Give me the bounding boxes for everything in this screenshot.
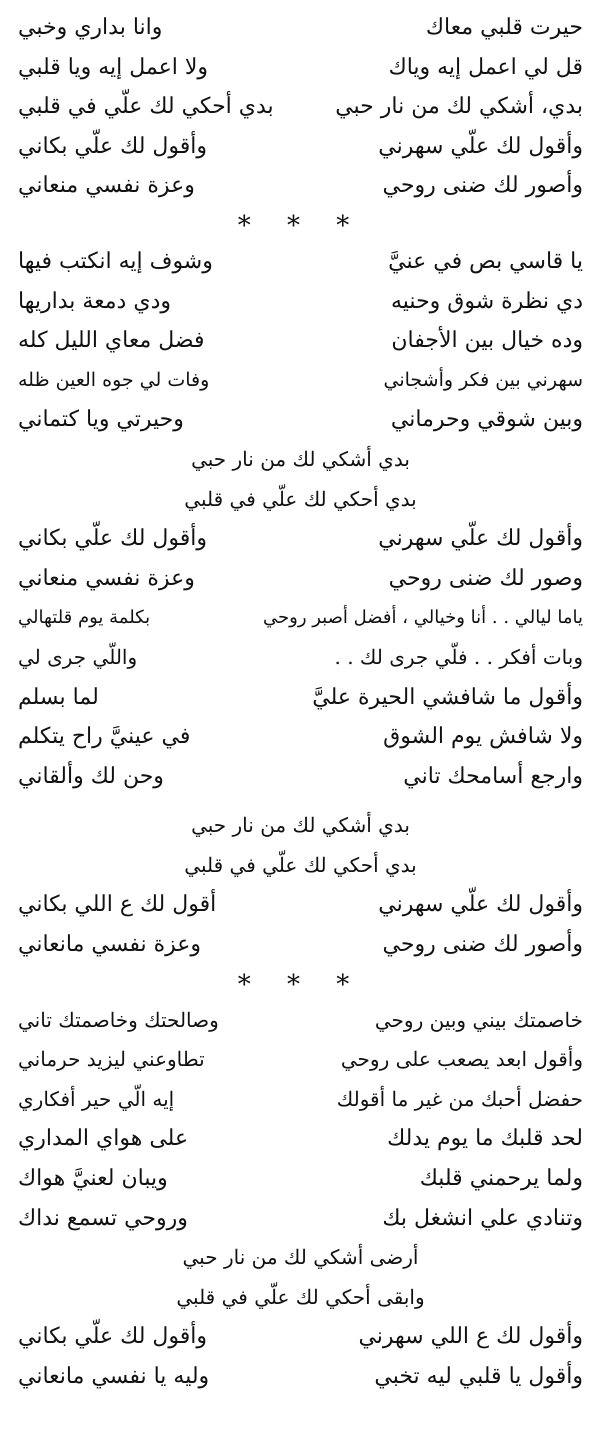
verse-line [18,519,583,559]
left-hemistich: وعزة نفسي منعاني [18,173,195,199]
right-hemistich: وارجع أسامحك تاني [403,763,583,789]
verse-line [18,1317,583,1357]
verse-line [18,678,583,718]
right-hemistich: وبين شوقي وحرماني [390,407,583,433]
verse-line [18,1001,583,1041]
verse-line [18,559,583,599]
left-hemistich: وحن لك وألقاني [18,763,164,789]
left-hemistich: وأقول لك علّي بكاني [18,526,208,552]
stanza-4 [18,885,583,964]
right-hemistich: ولا شافش يوم الشوق [383,724,583,750]
verse-line [18,1357,583,1397]
left-hemistich: وفات لي جوه العين ظله [18,368,210,391]
refrain-3 [18,1238,583,1317]
refrain-line: بدي أحكي لك علّي في قلبي [184,486,417,511]
left-hemistich: على هواي المداري [18,1126,189,1152]
left-hemistich: ولا اعمل إيه ويا قلبي [18,54,209,80]
left-hemistich: إيه الّي حير أفكاري [18,1086,175,1111]
star-separator: * * * [237,969,364,1000]
refrain-line: بدي أشكي لك من نار حبي [191,813,410,838]
stanza-1 [18,8,583,206]
right-hemistich: وده خيال بين الأجفان [391,328,583,354]
right-hemistich: خاصمتك بيني وبين روحي [374,1007,583,1032]
verse-line [18,8,583,48]
right-hemistich: وأقول لك علّي سهرني [378,526,583,552]
verse-line [18,400,583,440]
right-hemistich: يا قاسي بص في عنيَّ [388,248,583,274]
right-hemistich: لحد قلبك ما يوم يدلك [387,1126,583,1152]
left-hemistich: في عينيَّ راح يتكلم [18,724,191,750]
left-hemistich: وعزة نفسي منعاني [18,565,195,591]
stanza-3 [18,519,583,796]
right-hemistich: ياما ليالي . . أنا وخيالي ، أفضل أصبر روحي [263,607,583,629]
verse-line [18,166,583,206]
left-hemistich: أقول لك ع اللي بكاني [18,892,217,918]
star-separator: * * * [237,210,364,241]
right-hemistich: بدي، أشكي لك من نار حبي [335,94,583,120]
right-hemistich: وصور لك ضنى روحي [388,565,583,591]
right-hemistich: قل لي اعمل إيه وياك [388,54,583,80]
left-hemistich: وحيرتي ويا كتماني [18,407,184,433]
right-hemistich: ولما يرحمني قلبك [419,1166,583,1192]
right-hemistich: وتنادي علي انشغل بك [382,1205,583,1231]
verse-line [18,757,583,797]
right-hemistich: وبات أفكر . . فلّي جرى لك . . [334,644,583,669]
left-hemistich: وعزة نفسي مانعاني [18,932,202,958]
left-hemistich: وأقول لك علّي بكاني [18,1324,208,1350]
left-hemistich: بكلمة يوم قلتهالي [18,607,151,629]
verse-line [18,48,583,88]
refrain-2 [18,806,583,885]
verse-line [18,87,583,127]
refrain-line: وابقى أحكي لك علّي في قلبي [176,1284,425,1309]
left-hemistich: لما بسلم [18,684,99,710]
right-hemistich: حيرت قلبي معاك [425,15,583,40]
refrain-1 [18,440,583,519]
stanza-6 [18,1317,583,1396]
refrain-line: بدي أحكي لك علّي في قلبي [184,852,417,877]
right-hemistich: وأقول لك علّي سهرني [378,133,583,159]
verse-line [18,1080,583,1120]
left-hemistich: وانا بداري وخبي [18,15,163,40]
right-hemistich: وأقول ابعد يصعب على روحي [340,1047,583,1072]
verse-line [18,242,583,282]
left-hemistich: واللّي جرى لي [18,644,138,669]
verse-line [18,638,583,678]
verse-line [18,361,583,401]
right-hemistich: وأقول لك علّي سهرني [378,892,583,918]
verse-line [18,925,583,965]
left-hemistich: بدي أحكي لك علّي في قلبي [18,94,274,120]
verse-line [18,1119,583,1159]
left-hemistich: وشوف إيه انكتب فيها [18,248,213,274]
verse-line [18,885,583,925]
right-hemistich: وأقول لك ع اللي سهرني [358,1324,583,1350]
left-hemistich: ودي دمعة بداريها [18,288,171,314]
right-hemistich: وأقول ما شافشي الحيرة عليَّ [312,684,583,710]
right-hemistich: دي نظرة شوق وحنيه [391,288,583,314]
refrain-line: بدي أشكي لك من نار حبي [191,446,410,471]
left-hemistich: وليه يا نفسي مانعاني [18,1364,210,1389]
refrain-line: أرضى أشكي لك من نار حبي [182,1245,419,1270]
verse-line [18,717,583,757]
stanza-2 [18,242,583,440]
left-hemistich: تطاوعني ليزيد حرماني [18,1047,205,1072]
verse-line [18,598,583,638]
right-hemistich: سهرني بين فكر وأشجاني [383,368,583,391]
right-hemistich: وأصور لك ضنى روحي [382,173,583,199]
left-hemistich: وروحي تسمع نداك [18,1205,188,1231]
right-hemistich: وأقول يا قلبي ليه تخبي [374,1364,583,1389]
verse-line [18,127,583,167]
right-hemistich: حفضل أحبك من غير ما أقولك [336,1086,583,1111]
right-hemistich: وأصور لك ضنى روحي [382,932,583,958]
left-hemistich: وصالحتك وخاصمتك تاني [18,1007,219,1032]
poem-page [18,8,583,1397]
left-hemistich: فضل معاي الليل كله [18,328,205,354]
left-hemistich: ويبان لعنيَّ هواك [18,1166,168,1192]
verse-line [18,1040,583,1080]
stanza-5 [18,1001,583,1239]
verse-line [18,282,583,322]
verse-line [18,1199,583,1239]
verse-line [18,321,583,361]
left-hemistich: وأقول لك علّي بكاني [18,133,208,159]
verse-line [18,1159,583,1199]
